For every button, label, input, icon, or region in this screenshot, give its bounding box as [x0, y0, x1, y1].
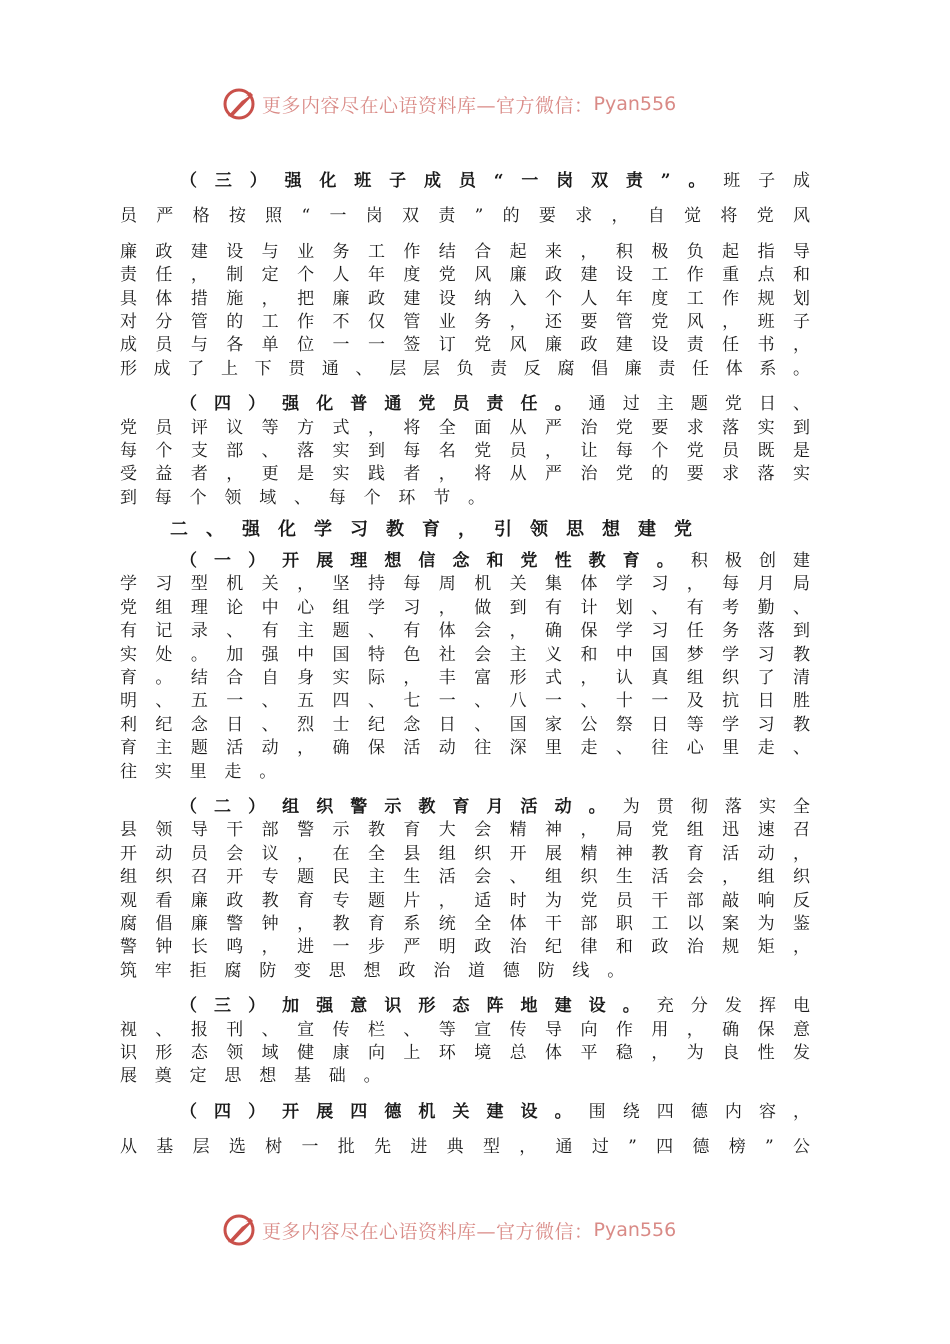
paragraph-line: 明、五一、五四、七一、八一、十一及抗日胜 — [120, 691, 810, 712]
paragraph-line: 实处。加强中国特色社会主义和中国梦学习教 — [120, 644, 810, 665]
paragraph-line: 观看廉政教育专题片，适时为党员干部敲响反 — [120, 890, 810, 911]
subheading: （四）开展四德机关建设。 — [180, 1101, 589, 1122]
section-heading: 二、强化学习教育，引领思想建党 — [170, 519, 710, 541]
paragraph-line: 对分管的工作不仅管业务，还要管党风，班子 — [120, 311, 810, 332]
banner-text: 更多内容尽在心语资料库—官方微信： — [262, 94, 594, 117]
footer-banner — [0, 1210, 950, 1250]
paragraph-line: 利纪念日、烈士纪念日、国家公祭日等学习教 — [120, 714, 810, 735]
paragraph-line: 组织召开专题民主生活会、组织生活会，组织 — [120, 867, 810, 888]
paragraph-line: 腐倡廉警钟，教育系统全体干部职工以案为鉴 — [120, 913, 810, 934]
paragraph-line: 责任，制定个人年度党风廉政建设工作重点和 — [120, 265, 810, 286]
banner-wechat-id: Pyan556 — [593, 93, 677, 115]
paragraph-line: （三）加强意识形态阵地建设。充分发挥电 — [180, 996, 810, 1017]
paragraph-line: （四）强化普通党员责任。通过主题党日、 — [180, 394, 810, 415]
subheading: （三）强化班子成员“一岗双责”。 — [180, 171, 724, 191]
quill-logo-icon — [222, 86, 258, 122]
paragraph-line: 每个支部、落实到每名党员，让每个党员既是 — [120, 440, 810, 461]
header-banner — [0, 84, 950, 124]
paragraph-line: （二）组织警示教育月活动。为贯彻落实全 — [180, 796, 810, 817]
subheading: （三）加强意识形态阵地建设。 — [180, 996, 657, 1017]
paragraph-line: 学习型机关，坚持每周机关集体学习，每月局 — [120, 574, 810, 595]
paragraph-line: （三）强化班子成员“一岗双责”。班子成 — [180, 171, 810, 191]
subheading: （二）组织警示教育月活动。 — [180, 796, 623, 817]
subheading: （四）强化普通党员责任。 — [180, 394, 589, 415]
banner-text: 更多内容尽在心语资料库—官方微信： — [262, 1220, 594, 1243]
paragraph-line: 警钟长鸣，进一步严明政治纪律和政治规矩， — [120, 937, 810, 958]
paragraph-line: 展奠定思想基础。 — [120, 1066, 399, 1087]
quill-logo-icon — [222, 1212, 258, 1248]
paragraph-line: 往实里走。 — [120, 761, 294, 782]
paragraph-line: 开动员会议，在全县组织开展精神教育活动， — [120, 843, 810, 864]
paragraph-line: （一）开展理想信念和党性教育。积极创建 — [180, 551, 810, 572]
paragraph-line: 识形态领域健康向上环境总体平稳，为良性发 — [120, 1042, 810, 1063]
paragraph-line: 视、报刊、宣传栏、等宣传导向作用，确保意 — [120, 1019, 810, 1040]
paragraph-line: 党组理论中心组学习，做到有计划、有考勤、 — [120, 597, 810, 618]
paragraph-line: 廉政建设与业务工作结合起来，积极负起指导 — [120, 241, 810, 262]
paragraph-line: （四）开展四德机关建设。围绕四德内容， — [180, 1101, 810, 1122]
paragraph-line: 县领导干部警示教育大会精神，局党组迅速召 — [120, 820, 810, 841]
document-body — [120, 170, 810, 1159]
paragraph-line: 育。结合自身实际，丰富形式，认真组织了清 — [120, 668, 810, 689]
paragraph-line: 形成了上下贯通、层层负责反腐倡廉责任体系。 — [120, 358, 810, 379]
banner-wechat-id: Pyan556 — [593, 1219, 677, 1241]
paragraph-line: 筑牢拒腐防变思想政治道德防线。 — [120, 960, 642, 981]
paragraph-line: 成员与各单位一一签订党风廉政建设责任书， — [120, 335, 810, 356]
subheading: （一）开展理想信念和党性教育。 — [180, 551, 691, 572]
paragraph-line: 到每个领域、每个环节。 — [120, 487, 503, 508]
paragraph-line: 党员评议等方式，将全面从严治党要求落实到 — [120, 417, 810, 438]
paragraph-line: 从基层选树一批先进典型，通过”四德榜”公 — [120, 1137, 810, 1158]
paragraph-line: 育主题活动，确保活动往深里走、往心里走、 — [120, 738, 810, 759]
paragraph-line: 员严格按照“一岗双责”的要求，自觉将党风 — [120, 206, 810, 227]
paragraph-line: 受益者，更是实践者，将从严治党的要求落实 — [120, 464, 810, 485]
paragraph-line: 有记录、有主题、有体会，确保学习任务落到 — [120, 621, 810, 642]
paragraph-line: 具体措施，把廉政建设纳入个人年度工作规划 — [120, 288, 810, 309]
